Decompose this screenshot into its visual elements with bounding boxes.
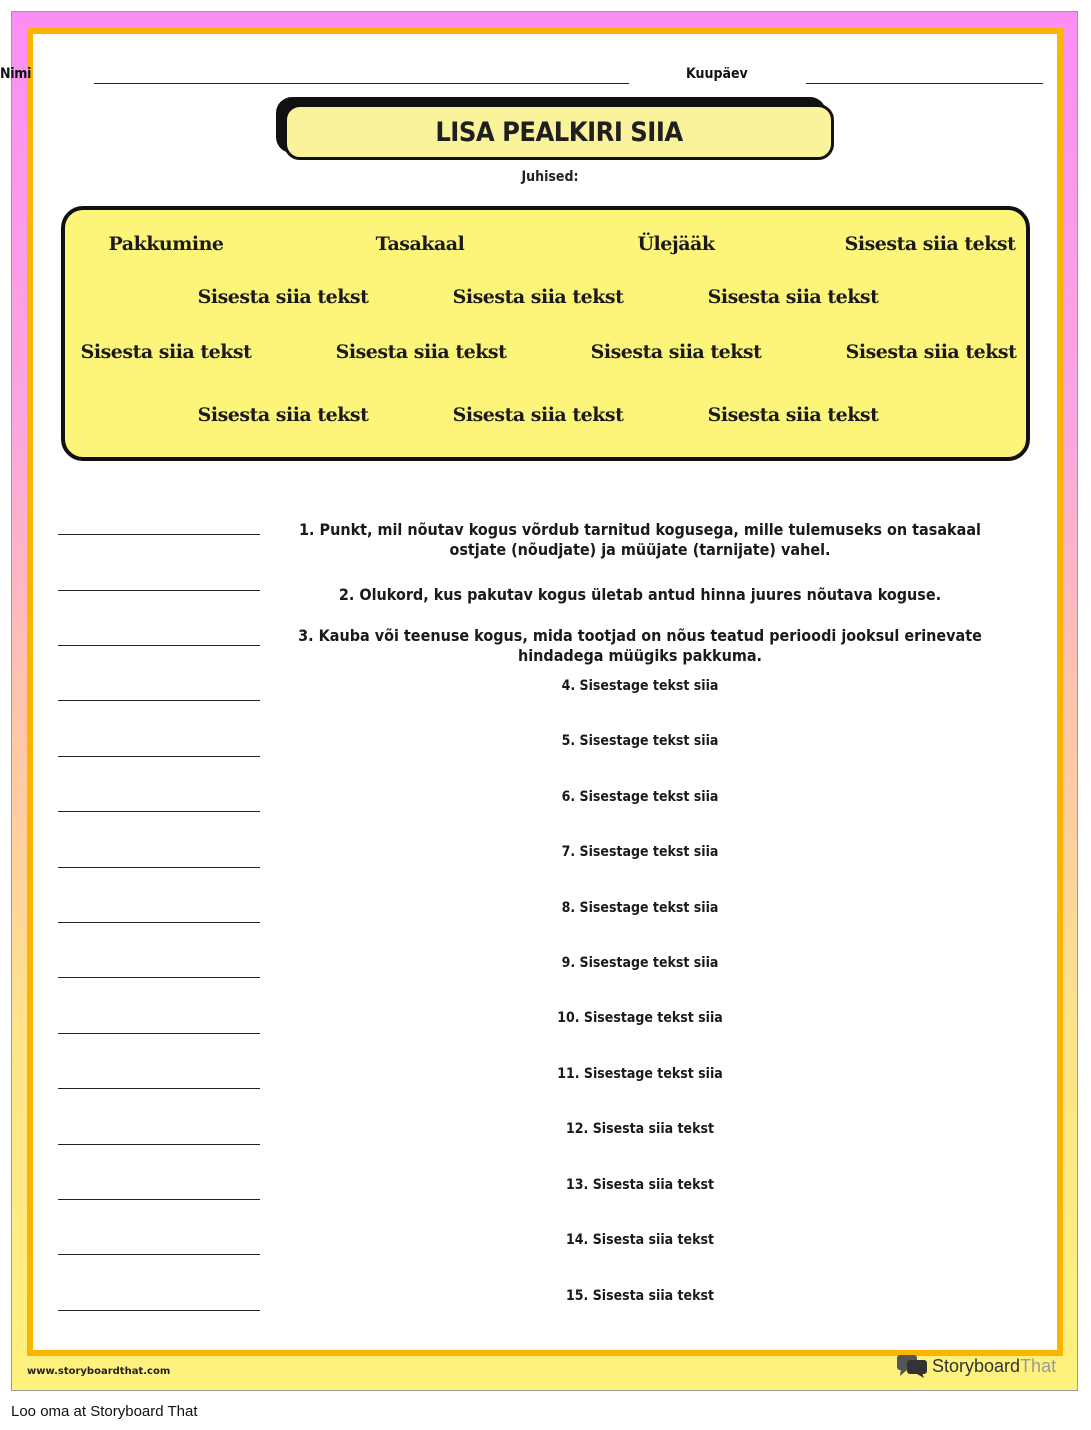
word-bank-item: Sisesta siia tekst [335,341,507,363]
answer-line-15[interactable] [58,1310,260,1311]
logo-text: StoryboardThat [932,1355,1057,1376]
speech-bubble-icon [896,1353,928,1379]
word-bank-item: Sisesta siia tekst [197,286,369,308]
word-bank-item: Sisesta siia tekst [197,404,369,426]
answer-line-11[interactable] [58,1088,260,1089]
name-label: Nimi [0,66,32,82]
page-title: LISA PEALKIRI SIIA [435,116,683,148]
question-2: 2. Olukord, kus pakutav kogus ületab antud hinna juures nõutava koguse. [338,585,942,604]
word-bank-item: Sisesta siia tekst [707,286,879,308]
title-box [284,104,834,160]
word-bank-item: Pakkumine [108,233,224,255]
question-11: 11. Sisestage tekst siia [557,1066,723,1082]
answer-line-1[interactable] [58,534,260,535]
question-13: 13. Sisesta siia tekst [566,1177,714,1193]
word-bank-item: Sisesta siia tekst [452,404,624,426]
answer-line-4[interactable] [58,700,260,701]
word-bank-item: Sisesta siia tekst [452,286,624,308]
answer-line-8[interactable] [58,922,260,923]
word-bank-item: Sisesta siia tekst [707,404,879,426]
word-bank-item: Sisesta siia tekst [845,341,1017,363]
answer-line-10[interactable] [58,1033,260,1034]
question-5: 5. Sisestage tekst siia [561,733,719,749]
question-3: 3. Kauba või teenuse kogus, mida tootjad on nõus teatud perioodi jooksul erinevate hindadega müügiks pakkuma. [298,626,982,665]
question-1: 1. Punkt, mil nõutav kogus võrdub tarnitud kogusega, mille tulemuseks on tasakaal ostjate (nõudjate) ja müüjate (tarnijate) vahel. [299,520,981,559]
footer-url[interactable]: www.storyboardthat.com [27,1366,171,1377]
date-line [806,83,1043,84]
name-line [94,83,629,84]
word-bank-item: Sisesta siia tekst [590,341,762,363]
word-bank-item: Sisesta siia tekst [844,233,1016,255]
word-bank-item: Ülejääk [637,233,715,255]
question-8: 8. Sisestage tekst siia [561,900,719,916]
question-12: 12. Sisesta siia tekst [566,1121,714,1137]
question-6: 6. Sisestage tekst siia [561,789,719,805]
question-4: 4. Sisestage tekst siia [561,678,719,694]
answer-line-3[interactable] [58,645,260,646]
question-15: 15. Sisesta siia tekst [566,1288,714,1304]
answer-line-9[interactable] [58,977,260,978]
instructions-label: Juhised: [521,169,579,185]
bottom-caption[interactable]: Loo oma at Storyboard That [11,1403,198,1420]
answer-line-13[interactable] [58,1199,260,1200]
question-14: 14. Sisesta siia tekst [566,1232,714,1248]
question-7: 7. Sisestage tekst siia [561,844,719,860]
answer-line-14[interactable] [58,1254,260,1255]
storyboardthat-logo[interactable] [896,1353,1056,1379]
answer-line-5[interactable] [58,756,260,757]
answer-line-7[interactable] [58,867,260,868]
question-9: 9. Sisestage tekst siia [561,955,719,971]
word-bank-item: Tasakaal [375,233,465,255]
answer-line-2[interactable] [58,590,260,591]
answer-line-6[interactable] [58,811,260,812]
date-label: Kuupäev [686,66,748,82]
word-bank-item: Sisesta siia tekst [80,341,252,363]
answer-line-12[interactable] [58,1144,260,1145]
question-10: 10. Sisestage tekst siia [557,1010,723,1026]
